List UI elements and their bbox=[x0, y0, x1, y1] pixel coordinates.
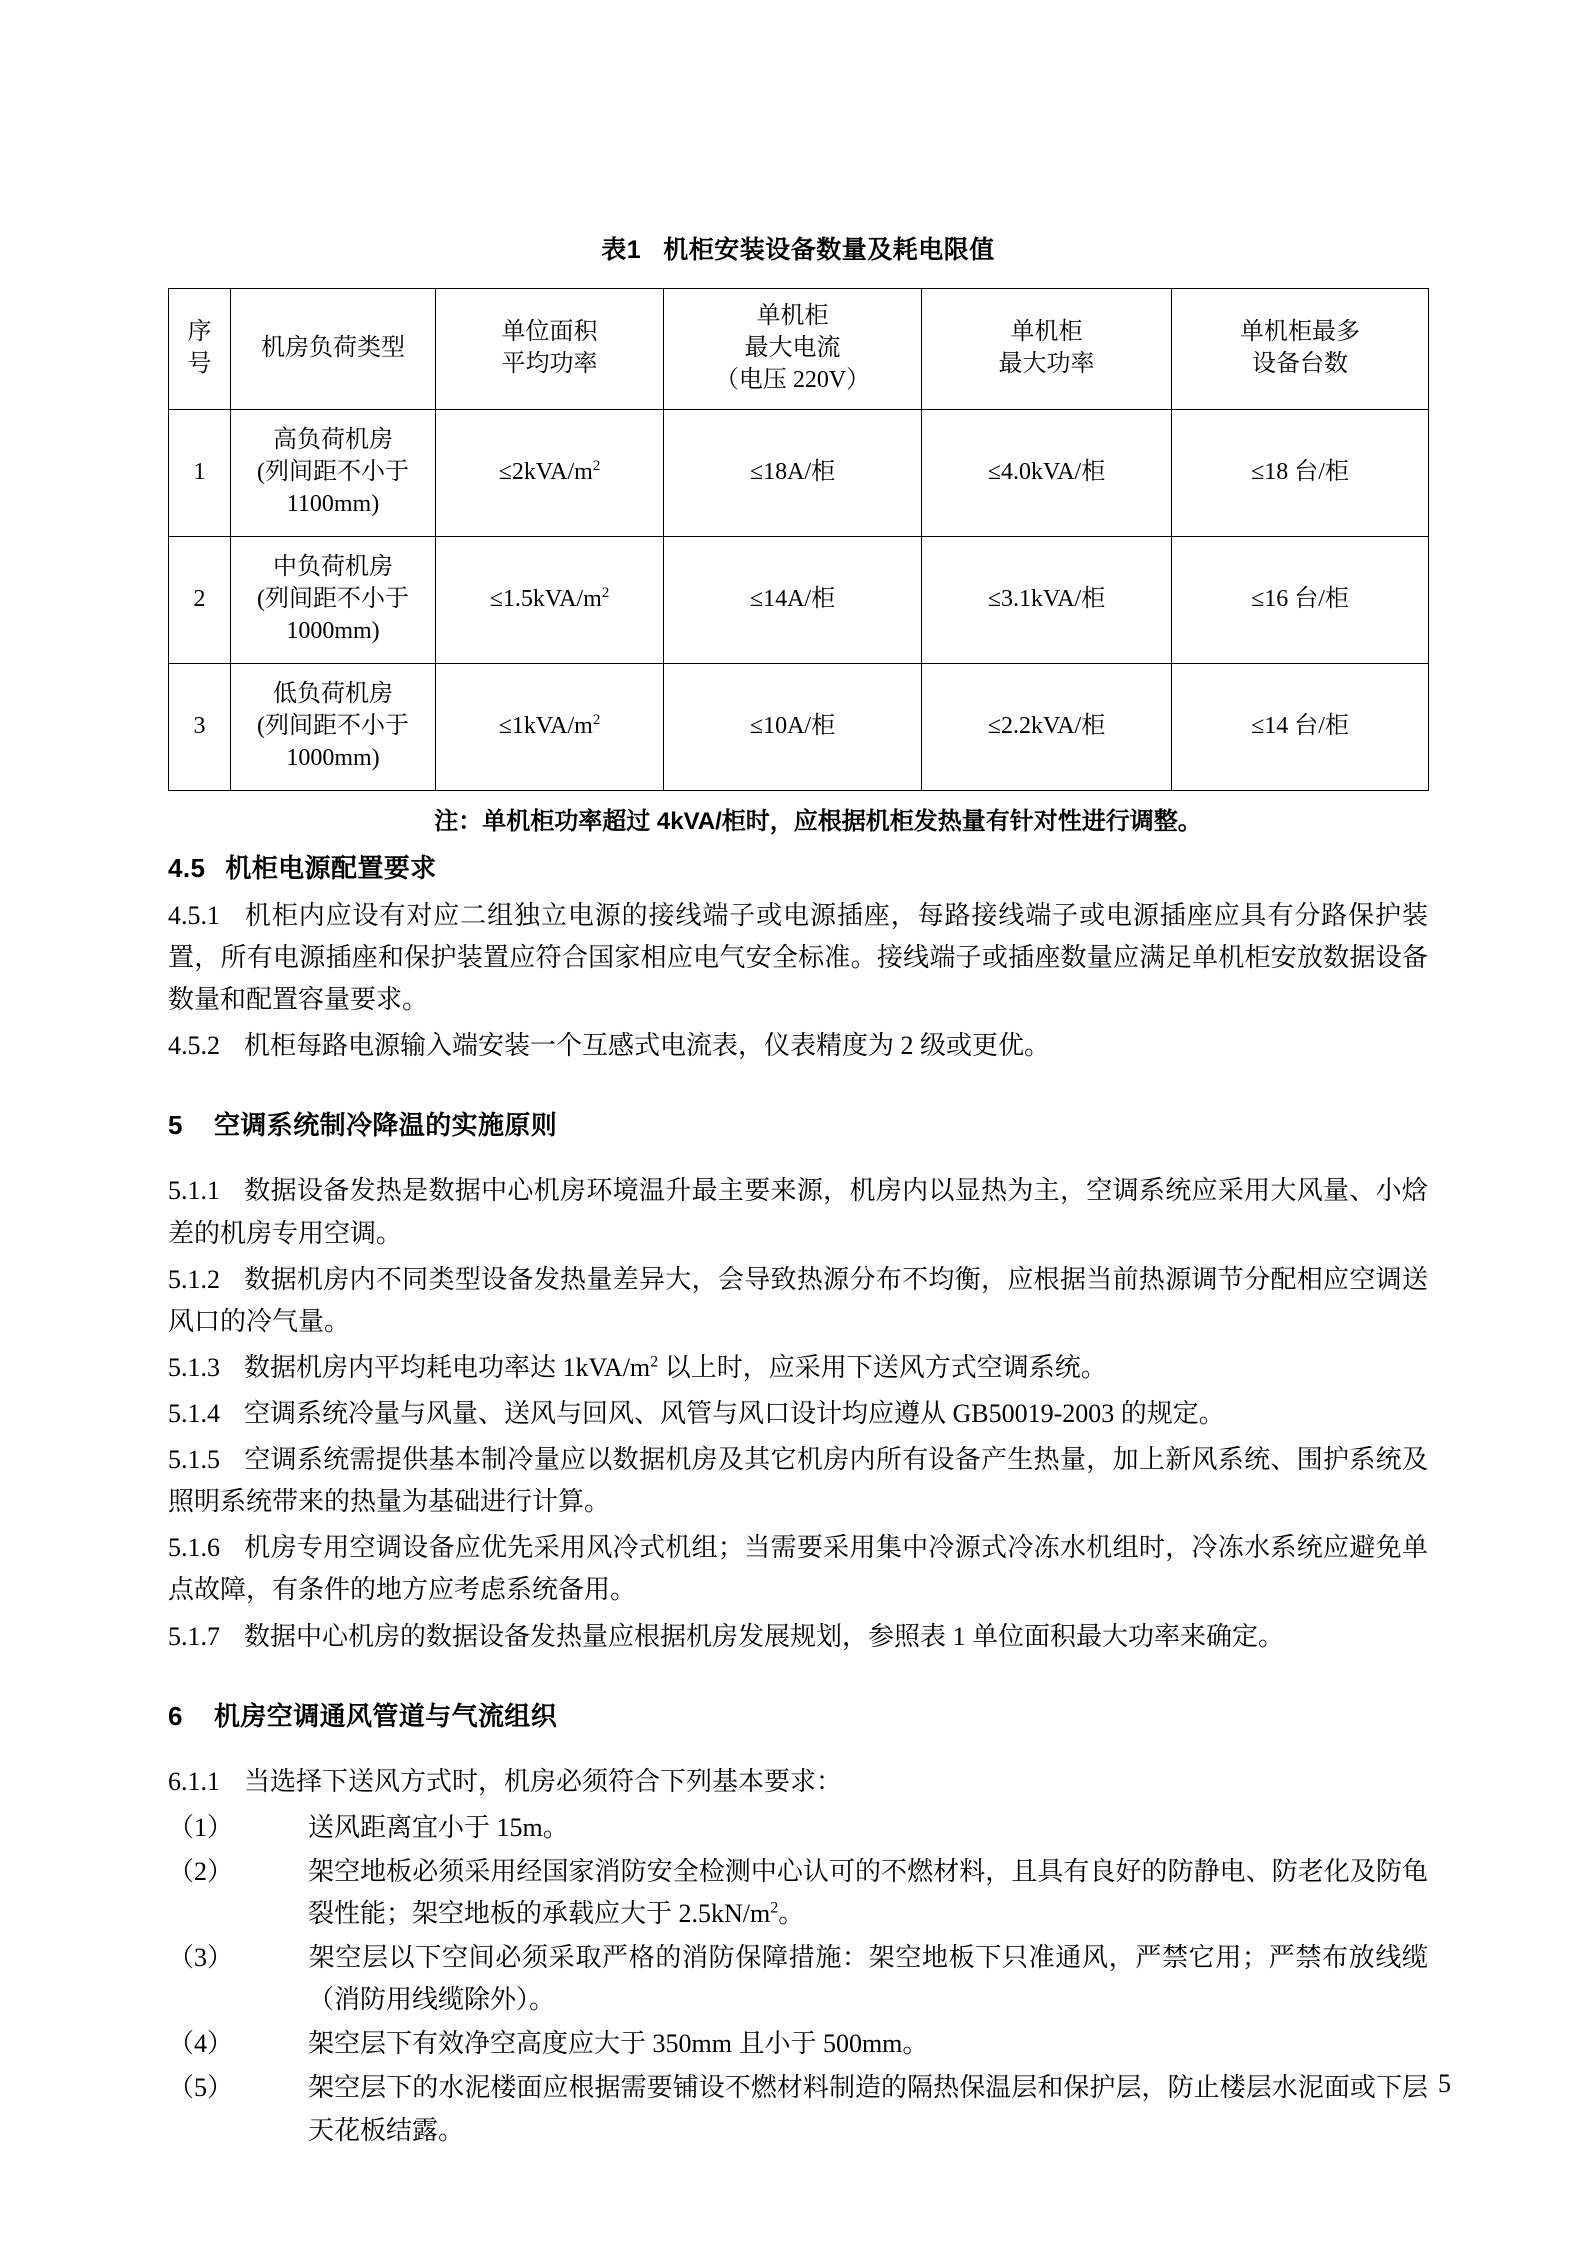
paragraph-5-1-4-text: 空调系统冷量与风量、送风与回风、风管与风口设计均应遵从 GB50019-2003 的规定。 bbox=[244, 1398, 1225, 1428]
header-cell-index: 序 号 bbox=[169, 289, 231, 410]
paragraph-4-5-1-text: 机柜内应设有对应二组独立电源的接线端子或电源插座，每路接线端子或电源插座应具有分路保护装置，所有电源插座和保护装置应符合国家相应电气安全标准。接线端子或插座数量应满足单机柜安放数据设备数量和配置容量要求。 bbox=[168, 901, 1428, 1015]
list-item-text: 架空层以下空间必须采取严格的消防保障措施：架空地板下只准通风，严禁它用；严禁布放线缆（消防用线缆除外）。 bbox=[308, 1943, 1428, 2015]
paragraph-5-1-2-text: 数据机房内不同类型设备发热量差异大，会导致热源分布不均衡，应根据当前热源调节分配相应空调送风口的冷气量。 bbox=[168, 1264, 1428, 1336]
header-cell-load-type: 机房负荷类型 bbox=[231, 289, 436, 410]
page-number: 5 bbox=[1438, 2069, 1451, 2098]
list-item-marker: （1） bbox=[168, 1812, 234, 1842]
cell-avg-power: $\le 2kVA/m^2$ bbox=[436, 410, 664, 537]
list-item bbox=[168, 2023, 1428, 2065]
cell-max-current: ≤14A/柜 bbox=[664, 537, 922, 664]
cell-index: 1 bbox=[169, 410, 231, 537]
paragraph-5-1-4 bbox=[168, 1393, 1428, 1435]
list-item-text: 送风距离宜小于 15m。 bbox=[308, 1812, 569, 1842]
cell-index: 2 bbox=[169, 537, 231, 664]
paragraph-5-1-1 bbox=[168, 1170, 1428, 1254]
heading-6-number: 6 bbox=[168, 1700, 183, 1731]
cell-max-devices: ≤14 台/柜 bbox=[1172, 664, 1429, 791]
requirements-list bbox=[168, 1807, 1428, 2152]
cell-avg-power: $\le 1.5kVA/m^2$ bbox=[436, 537, 664, 664]
list-item-marker: （5） bbox=[168, 2073, 234, 2103]
list-item bbox=[168, 1807, 1428, 1849]
paragraph-5-1-3-text-after: 以上时，应采用下送风方式空调系统。 bbox=[658, 1352, 1107, 1382]
paragraph-5-1-6-text: 机房专用空调设备应优先采用风冷式机组；当需要采用集中冷源式冷冻水机组时，冷冻水系统应避免单点故障，有条件的地方应考虑系统备用。 bbox=[168, 1533, 1428, 1605]
cell-max-current: ≤10A/柜 bbox=[664, 664, 922, 791]
paragraph-5-1-1-number: 5.1.1 bbox=[168, 1176, 220, 1206]
heading-4-5-title: 机柜电源配置要求 bbox=[225, 853, 437, 883]
paragraph-4-5-1 bbox=[168, 895, 1428, 1021]
table-row bbox=[169, 537, 1429, 664]
paragraph-4-5-2-number: 4.5.2 bbox=[168, 1031, 220, 1061]
cell-index: 3 bbox=[169, 664, 231, 791]
page-content bbox=[168, 0, 1428, 2154]
list-item-marker: （2） bbox=[168, 1856, 234, 1886]
list-item-text: 架空层下的水泥楼面应根据需要铺设不燃材料制造的隔热保温层和保护层，防止楼层水泥面或下层天花板结露。 bbox=[308, 2073, 1428, 2145]
paragraph-5-1-7 bbox=[168, 1616, 1428, 1658]
list-item bbox=[168, 1851, 1428, 1935]
table-note: 注：单机柜功率超过 4kVA/柜时，应根据机柜发热量有针对性进行调整。 bbox=[434, 808, 1202, 835]
paragraph-4-5-1-number: 4.5.1 bbox=[168, 901, 220, 930]
cell-avg-power: $\le 1kVA/m^2$ bbox=[436, 664, 664, 791]
cell-max-power: ≤2.2kVA/柜 bbox=[922, 664, 1172, 791]
paragraph-5-1-1-text: 数据设备发热是数据中心机房环境温升最主要来源，机房内以显热为主，空调系统应采用大风量、小焓差的机房专用空调。 bbox=[168, 1176, 1428, 1248]
paragraph-6-1-1-text: 当选择下送风方式时，机房必须符合下列基本要求： bbox=[244, 1766, 843, 1796]
heading-6 bbox=[168, 1696, 1428, 1733]
paragraph-6-1-1 bbox=[168, 1761, 1428, 1803]
paragraph-5-1-3 bbox=[168, 1347, 1428, 1389]
table-row bbox=[169, 410, 1429, 537]
paragraph-5-1-2-number: 5.1.2 bbox=[168, 1264, 220, 1294]
list-item-marker: （3） bbox=[168, 1943, 234, 1973]
header-cell-max-current: 单机柜 最大电流 （电压 220V） bbox=[664, 289, 922, 410]
cell-max-devices: ≤18 台/柜 bbox=[1172, 410, 1429, 537]
paragraph-5-1-7-number: 5.1.7 bbox=[168, 1621, 220, 1651]
paragraph-4-5-2 bbox=[168, 1025, 1428, 1067]
table-row bbox=[169, 664, 1429, 791]
heading-6-title: 机房空调通风管道与气流组织 bbox=[214, 1700, 558, 1731]
paragraph-4-5-2-text: 机柜每路电源输入端安装一个互感式电流表，仪表精度为 2 级或更优。 bbox=[244, 1031, 1051, 1061]
table-caption bbox=[168, 230, 1428, 266]
cell-load-type: 高负荷机房 (列间距不小于 1100mm) bbox=[231, 410, 436, 537]
list-item-text-after: 。 bbox=[778, 1898, 805, 1928]
list-item bbox=[168, 1937, 1428, 2021]
list-item-marker: （4） bbox=[168, 2029, 234, 2059]
heading-5-number: 5 bbox=[168, 1110, 183, 1141]
heading-4-5 bbox=[168, 848, 1428, 885]
list-item bbox=[168, 2067, 1428, 2151]
cabinet-spec-table bbox=[168, 288, 1429, 791]
cell-max-power: ≤4.0kVA/柜 bbox=[922, 410, 1172, 537]
list-item-text: 架空层下有效净空高度应大于 350mm 且小于 500mm。 bbox=[308, 2029, 929, 2059]
cell-max-devices: ≤16 台/柜 bbox=[1172, 537, 1429, 664]
paragraph-5-1-7-text: 数据中心机房的数据设备发热量应根据机房发展规划，参照表 1 单位面积最大功率来确定。 bbox=[244, 1621, 1285, 1651]
heading-4-5-number: 4.5 bbox=[168, 853, 206, 883]
header-cell-max-devices: 单机柜最多 设备台数 bbox=[1172, 289, 1429, 410]
cell-max-power: ≤3.1kVA/柜 bbox=[922, 537, 1172, 664]
table-caption-number: 表1 bbox=[601, 236, 642, 264]
paragraph-6-1-1-number: 6.1.1 bbox=[168, 1766, 220, 1796]
paragraph-5-1-3-number: 5.1.3 bbox=[168, 1352, 220, 1382]
heading-5-title: 空调系统制冷降温的实施原则 bbox=[214, 1110, 558, 1141]
paragraph-5-1-5-number: 5.1.5 bbox=[168, 1445, 220, 1475]
table-header-row bbox=[169, 289, 1429, 410]
cell-max-current: ≤18A/柜 bbox=[664, 410, 922, 537]
list-item-superscript: 2 bbox=[770, 1899, 779, 1917]
cell-load-type: 低负荷机房 (列间距不小于 1000mm) bbox=[231, 664, 436, 791]
paragraph-5-1-2 bbox=[168, 1259, 1428, 1343]
paragraph-5-1-4-number: 5.1.4 bbox=[168, 1398, 220, 1428]
paragraph-5-1-5 bbox=[168, 1439, 1428, 1523]
table-caption-title: 机柜安装设备数量及耗电限值 bbox=[663, 236, 995, 264]
paragraph-5-1-5-text: 空调系统需提供基本制冷量应以数据机房及其它机房内所有设备产生热量，加上新风系统、围护系统及照明系统带来的热量为基础进行计算。 bbox=[168, 1445, 1428, 1517]
paragraph-5-1-3-text-before: 数据机房内平均耗电功率达 1kVA/m bbox=[244, 1352, 651, 1382]
heading-5 bbox=[168, 1105, 1428, 1142]
header-cell-avg-power: 单位面积 平均功率 bbox=[436, 289, 664, 410]
paragraph-5-1-3-superscript: 2 bbox=[650, 1353, 659, 1371]
header-cell-max-power: 单机柜 最大功率 bbox=[922, 289, 1172, 410]
list-item-text-before: 架空地板必须采用经国家消防安全检测中心认可的不燃材料，且具有良好的防静电、防老化及防龟裂性能；架空地板的承载应大于 2.5kN/m bbox=[308, 1856, 1428, 1928]
paragraph-5-1-6 bbox=[168, 1527, 1428, 1611]
cell-load-type: 中负荷机房 (列间距不小于 1000mm) bbox=[231, 537, 436, 664]
paragraph-5-1-6-number: 5.1.6 bbox=[168, 1533, 220, 1563]
